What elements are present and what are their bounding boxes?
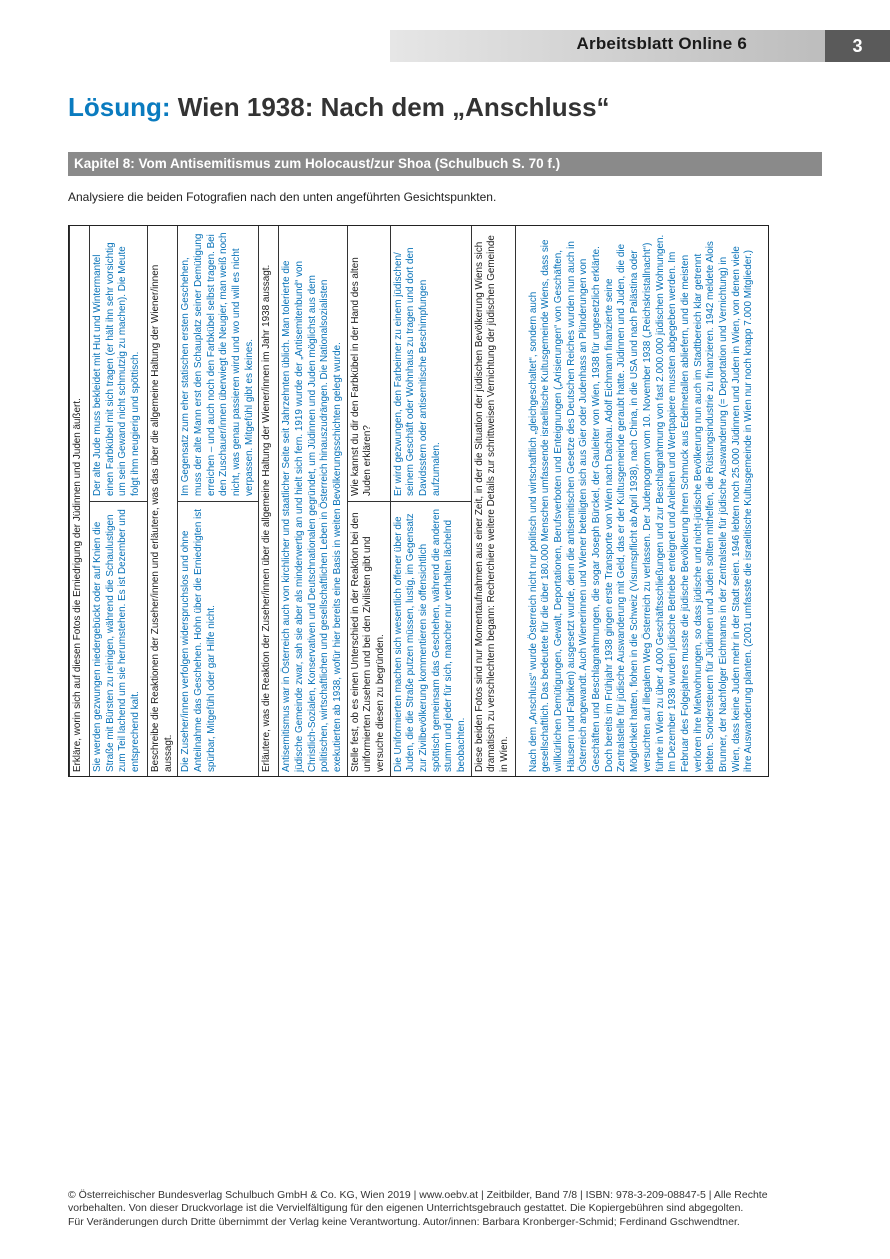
footer-line-1: © Österreichischer Bundesverlag Schulbuch GmbH & Co. KG, Wien 2019 | www.oebv.at | Zeitbilder, Band 7/8 | ISBN: 978-3-209-08847-5 | Alle Rechte vorbehalten. Von dieser Druckvorlage ist die Vervielfältigung für den eigenen Unterrichtsgebrauch gestattet. Die Kopiergebühren sind abgegolten. <box>68 1189 768 1215</box>
page-number: 3 <box>825 30 890 62</box>
page-title <box>68 92 610 123</box>
answer-1-photo-1: Sie werden gezwungen niedergebückt oder auf Knien die Straße mit Bürsten zu reinigen, während die Schaulustigen zum Teil lachend um sie herumstehen. Es ist Dezember und entsprechend kalt. <box>90 502 148 778</box>
question-5: Diese beiden Fotos sind nur Momentaufnahmen aus einer Zeit, in der die Situation der jüdischen Bevölkerung Wiens sich dramatisch zu verschlechtern begann: Recherchiere weitere Details zur schrittweisen Vernichtung der jüdischen Gemeinde in Wien. <box>471 225 515 777</box>
copyright-footer <box>68 1189 828 1229</box>
instruction-text: Analysiere die beiden Fotografien nach den unten angeführten Gesichtspunkten. <box>68 190 497 204</box>
task-row <box>90 225 148 777</box>
answer-4-right: Er wird gezwungen, den Farbeimer zu einem jüdischen/ seinem Geschäft oder Wohnhaus zu tragen und dort den Davidsstern oder antisemitische Beschimpfungen aufzumalen. <box>390 225 471 501</box>
title-text: Wien 1938: Nach dem „Anschluss“ <box>177 92 610 122</box>
task-row <box>390 225 471 777</box>
chapter-heading: Kapitel 8: Vom Antisemitismus zum Holocaust/zur Shoa (Schulbuch S. 70 f.) <box>68 152 822 176</box>
answer-5: Nach dem „Anschluss“ wurde Österreich nicht nur politisch und wirtschaftlich „gleichgeschaltet“, sondern auch gesellschaftlich. Das bedeutete für die über 180.000 Menschen umfassende israelitische Kultusgemeinde Wiens, dass sie willkürlichen Demütigungen, Gewalt, Deportationen, Berufsverboten und Enteignungen („Arisierungen“ von Geschäften, Häusern und Fabriken) ausgesetzt wurde, denn die antisemitischen Gesetze des Deutschen Reiches wurden nun auch in Österreich angewandt. Auch Wienerinnen und Wiener beteiligten sich aus Gier oder Judenhass an Plünderungen von Geschäften und Beschlagnahmungen, die sogar Joseph Bürckel, der Gauleiter von Wien, 1938 für ungesetzlich erklärte. Doch bereits im Frühjahr 1938 gingen erste Transporte von Wien nach Dachau. Adolf Eichmann finanzierte seine Zentralstelle für jüdische Auswanderung mit Geld, das er der Kultusgemeinde geraubt hatte. Jüdinnen und Juden, die die Möglichkeit hatten, flohen in die Schweiz (Visumspflicht ab April 1938), nach China, in die USA und nach Palästina oder versuchten auf illegalem Weg Österreich zu verlassen. Der Judenpogrom vom 10. November 1938 („Reichskristallnacht“) führte in Wien zu über 4.000 Geschäftsschließungen und zur Beschlagnahmung von fast 2.000.000 jüdischen Wohnungen. Im Dezember 1938 wurden jüdische Betriebe enteignet und Anleihen und Wertpapiere mussten abgegeben werden. Im Februar des Folgejahres musste die jüdische Bevölkerung ihren Schmuck aus Edelmetallen abliefern, und die meisten verloren ihre Mietwohnungen, so dass jüdische und nicht-jüdische Bevölkerung nun auch im Stadtbereich klar getrennt lebten. Sondersteuern für Jüdinnen und Juden sollten mithelfen, die Rüstungsindustrie zu finanzieren. 1942 meldete Alois Brunner, der Nachfolger Eichmanns in der Zentralstelle für jüdische Auswanderung (= Deportation und Vernichtung) in Wien, dass keine Juden mehr in der Stadt seien. 1946 lebten noch 25.000 Jüdinnen und Juden in Wien, von denen viele ihre Auswanderung planten. (2001 umfasste die israelitische Kultusgemeinde in Wien nur noch knapp 7.000 Mitglieder.) <box>515 225 769 777</box>
question-1: Erkläre, worin sich auf diesen Fotos die Erniedrigung der Jüdinnen und Juden äußert. <box>70 225 90 777</box>
question-3: Erläutere, was die Reaktion der Zuseher/innen über die allgemeine Haltung der Wiener/innen im Jahr 1938 aussagt. <box>259 225 279 777</box>
task-row <box>259 225 279 777</box>
task-row <box>70 225 90 777</box>
task-row <box>471 225 515 777</box>
task-row <box>347 225 390 777</box>
answer-2-photo-1: Die Zuseher/innen verfolgen widerspruchslos und ohne Anteilnahme das Geschehen. Hohn über die Erniedrigten ist spürbar, Mitgefühl oder gar Hilfe nicht. <box>178 502 259 778</box>
footer-line-2: Für Veränderungen durch Dritte übernimmt der Verlag keine Verantwortung. Autor/innen: Barbara Kronberger-Schmid; Ferdinand Gschwendtner. <box>68 1215 740 1228</box>
answer-2-photo-2: Im Gegensatz zum eher statischen ersten Geschehen, muss der alte Mann erst den Schauplatz seiner Demütigung erreichen – und auch noch den Farbkübel selbst tragen. Bei den Zuschauer/innen überwiegt die Neugier, man weiß noch nicht, was genau passieren wird und wo und will es nicht verpassen. Mitgefühl gibt es keines. <box>178 225 259 501</box>
task-row <box>148 225 178 777</box>
rotated-task-table <box>69 226 769 777</box>
header-gradient-band <box>390 30 825 62</box>
question-2: Beschreibe die Reaktionen der Zuseher/innen und erläutere, was das über die allgemeine Haltung der Wiener/innen aussagt. <box>148 225 178 777</box>
task-row <box>515 225 769 777</box>
task-table-frame <box>68 225 769 777</box>
question-4-right: Wie kannst du dir den Farbkübel in der Hand des alten Juden erklären? <box>347 225 390 501</box>
answer-1-photo-2: Der alte Jude muss bekleidet mit Hut und Wintermantel einen Farbkübel mit sich tragen (er hält ihn sehr vorsichtig um sein Gewand nicht schmutzig zu machen). Die Meute folgt ihm neugierig und spöttisch. <box>90 225 148 501</box>
task-row <box>279 225 347 777</box>
title-prefix: Lösung: <box>68 92 171 122</box>
answer-4-left: Die Uniformierten machen sich wesentlich offener über die Juden, die die Straße putzen müssen, lustig, im Gegensatz zur Zivilbevölkerung kommentieren sie offensichtlich spöttisch gemeinsam das Geschehen, während die anderen stumm und jeder für sich, mancher nur verhalten lächelnd beobachten. <box>390 502 471 778</box>
worksheet-label: Arbeitsblatt Online 6 <box>576 34 747 53</box>
worksheet-header <box>390 30 890 62</box>
task-table <box>69 225 769 777</box>
question-4-left: Stelle fest, ob es einen Unterschied in der Reaktion bei den uniformierten Zusehern und bei den Zivilisten gibt und versuche diesen zu begründen. <box>347 502 390 778</box>
answer-3: Antisemitismus war in Österreich auch von kirchlicher und staatlicher Seite seit Jahrzehnten üblich. Man tolerierte die jüdische Gemeinde zwar, sah sie aber als minderwertig an und hielt sich fern. 1919 wurde der „Antisemitenbund“ von Christlich-Sozialen, Konservativen und Deutschnationalen gegründet, um Jüdinnen und Juden möglichst aus dem politischen, wirtschaftlichen und gesellschaftlichen Leben in Österreich hinauszudrängen. Die Nationalsozialisten exekutierten ab 1938, wofür hier bereits eine Basis in weiten Bevölkerungsschichten gelegt wurde. <box>279 225 347 777</box>
task-row <box>178 225 259 777</box>
